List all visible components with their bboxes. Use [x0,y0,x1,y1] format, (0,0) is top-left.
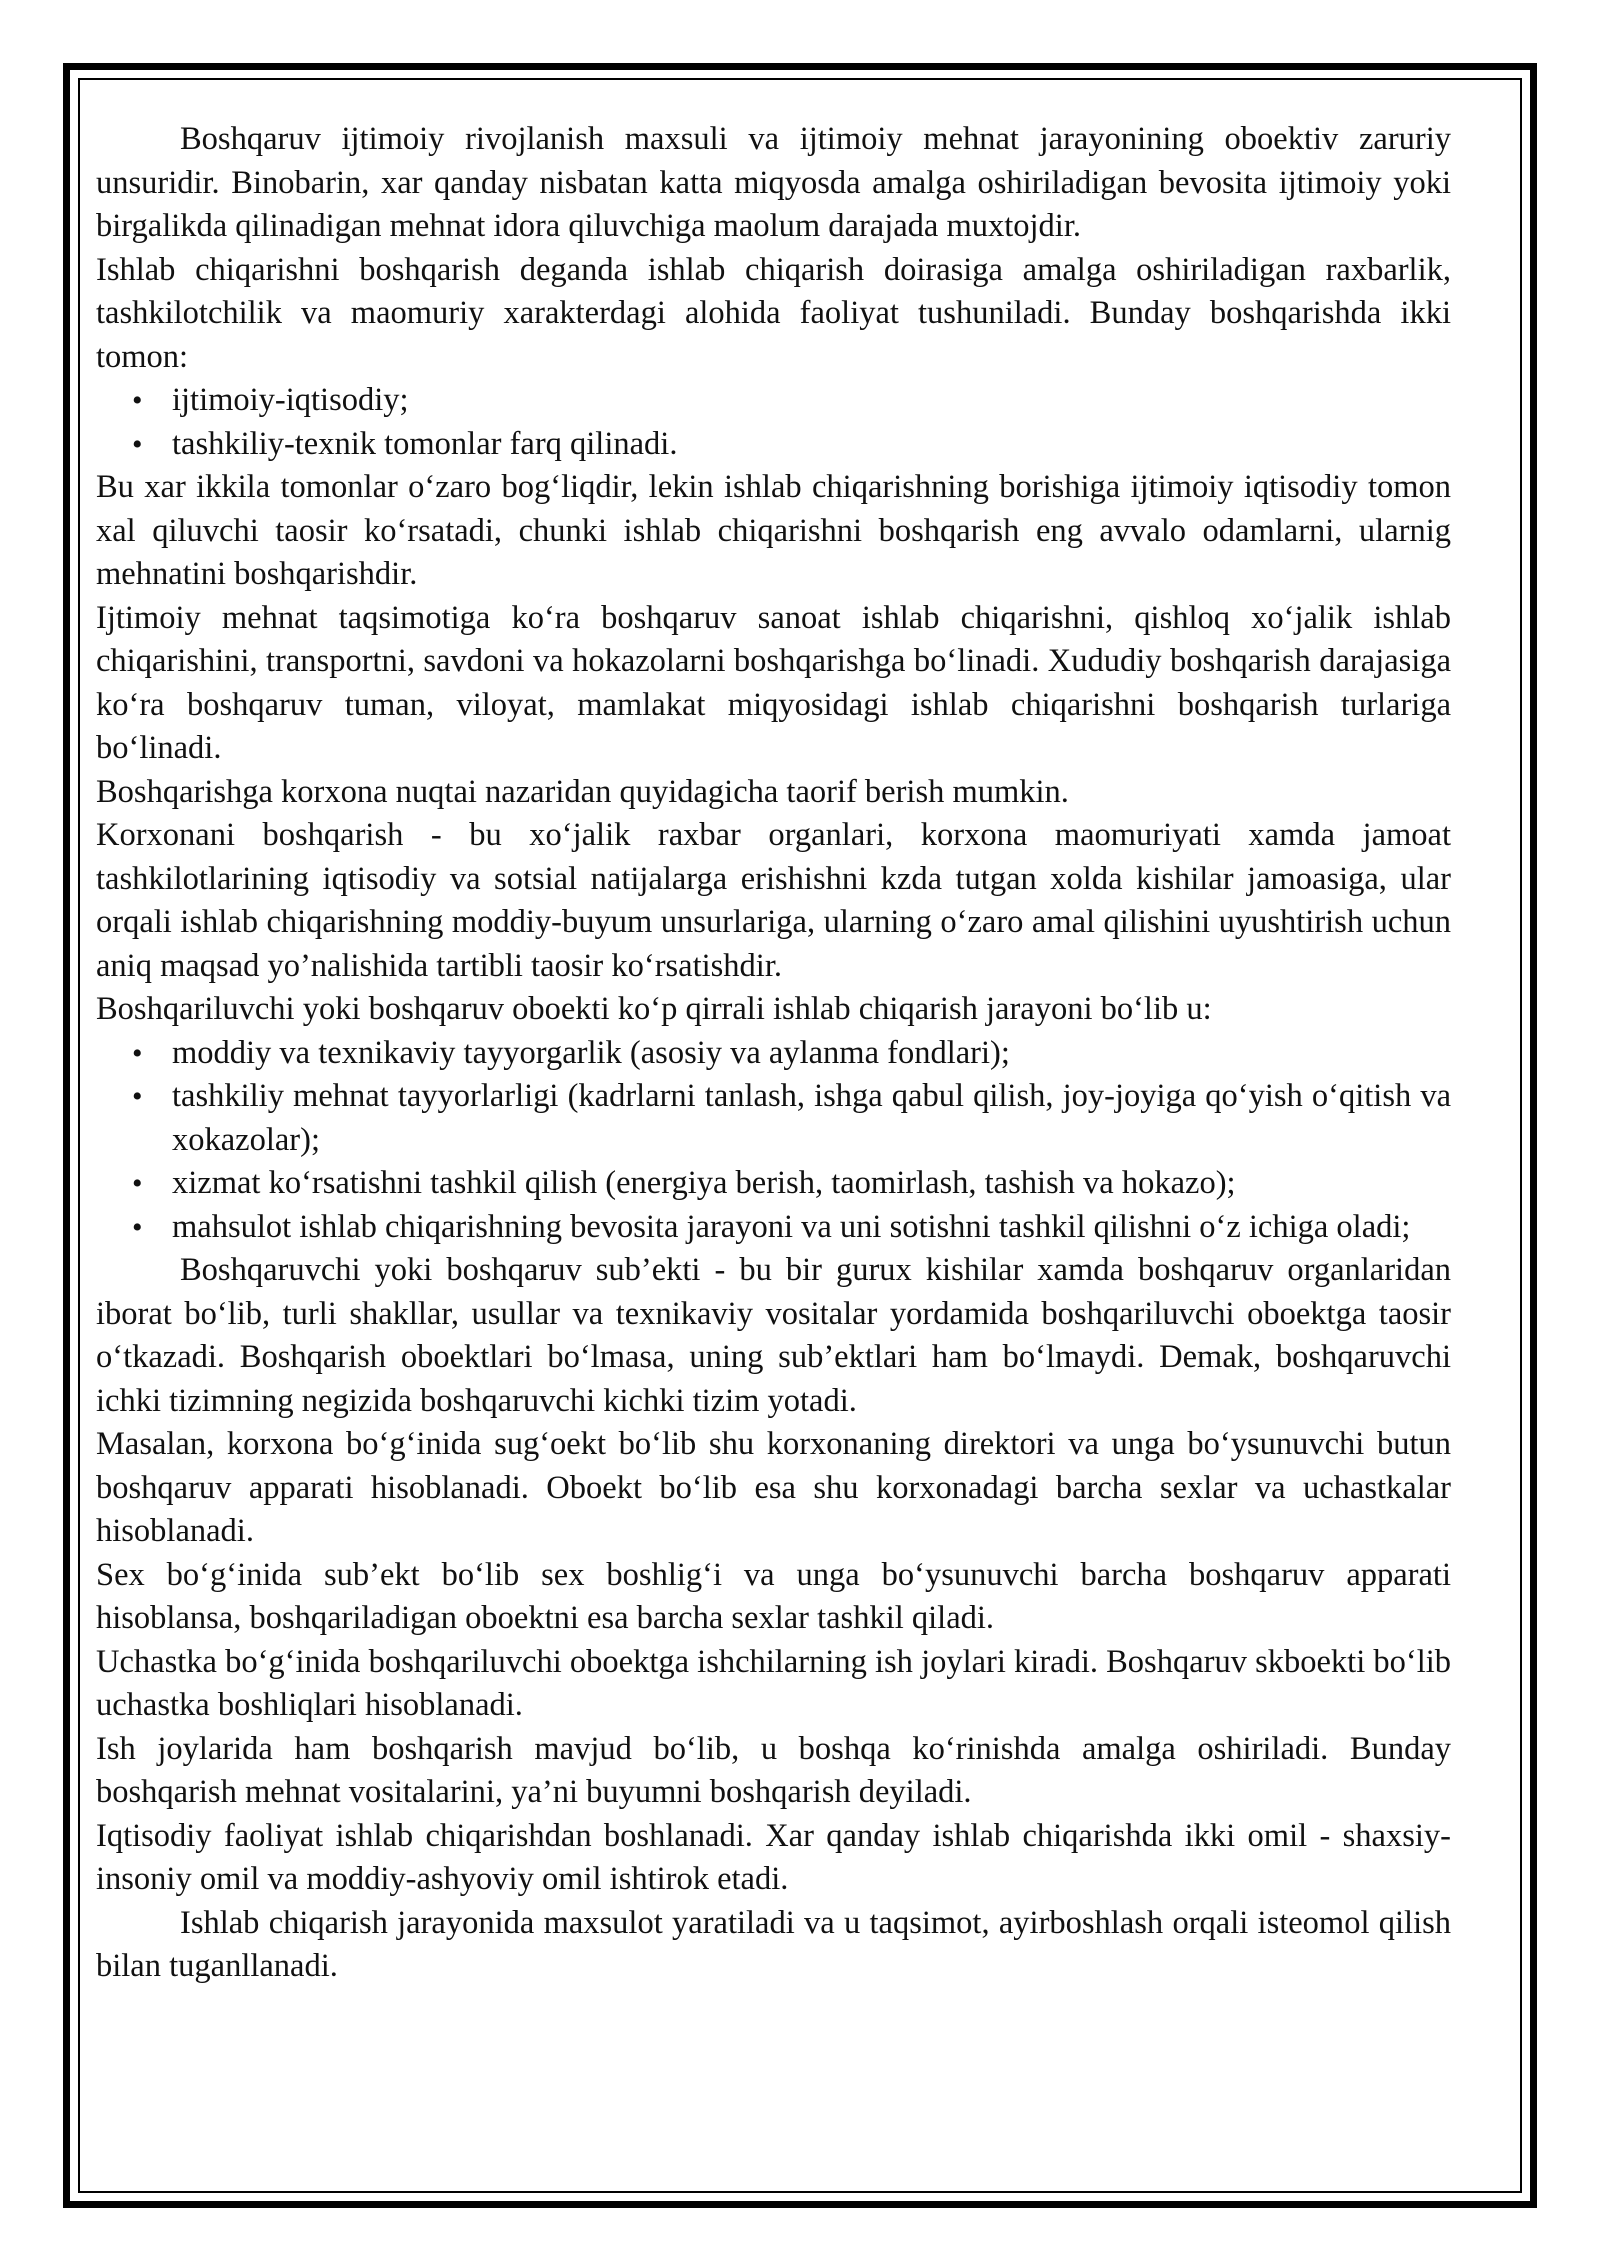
list-item-text: moddiy va texnikaviy tayyorgarlik (asosiy va aylanma fondlari); [172,1034,1010,1071]
list-item-text: xizmat ko‘rsatishni tashkil qilish (energiya berish, taomirlash, tashish va hokazo); [172,1165,1236,1201]
bullet-icon: • [132,1210,143,1244]
paragraph-14: Ishlab chiqarish jarayonida maxsulot yaratiladi va u taqsimot, ayirboshlash orqali isteomol qilish bilan tuganllanadi. [96,1904,1451,1984]
paragraph-4: Ijtimoiy mehnat taqsimotiga ko‘ra boshqaruv sanoat ishlab chiqarishni, qishloq xo‘jalik ishlab chiqarishini, transportni, savdoni va hokazolarni boshqarishga bo‘linadi. Xududiy boshqarish darajasiga ko‘ra boshqaruv tuman, viloyat, mamlakat miqyosidagi ishlab chiqarishni boshqarish turlariga bo‘linadi. [96,599,1451,766]
list-item-text: tashkiliy mehnat tayyorlarligi (kadrlarni tanlash, ishga qabul qilish, joy-joyiga qo‘yish o‘qitish va xokazolar); [172,1078,1451,1158]
list-item [96,1075,1451,1162]
paragraph-2: Ishlab chiqarishni boshqarish deganda ishlab chiqarish doirasiga amalga oshiriladigan raxbarlik, tashkilotchilik va maomuriy xarakterdagi alohida faoliyat tushuniladi. Bunday boshqarishda ikki tomon: [96,251,1451,375]
bullet-icon: • [132,1080,143,1113]
paragraph-12: Ish joylarida ham boshqarish mavjud bo‘lib, u boshqa ko‘rinishda amalga oshiriladi. Bunday boshqarish mehnat vositalarini, ya’ni buyumni boshqarish deyiladi. [96,1730,1451,1810]
list-item-text: ijtimoiy-iqtisodiy; [172,382,409,418]
list-item-text: mahsulot ishlab chiqarishning bevosita jarayoni va uni sotishni tashkil qilishni o‘z ichiga oladi; [172,1208,1411,1245]
paragraph-10: Sex bo‘g‘inida sub’ekt bo‘lib sex boshlig‘i va unga bo‘ysunuvchi barcha boshqaruv apparati hisoblansa, boshqariladigan oboektni esa barcha sexlar tashkil qiladi. [96,1556,1451,1636]
bullet-list-1 [96,379,1451,466]
bullet-icon: • [132,1036,143,1070]
paragraph-5: Boshqarishga korxona nuqtai nazaridan quyidagicha taorif berish mumkin. [96,773,1069,810]
paragraph-6: Korxonani boshqarish - bu xo‘jalik raxbar organlari, korxona maomuriyati xamda jamoat tashkilotlarining iqtisodiy va sotsial natijalarga erishishni kzda tutgan xolda kishilar jamoasiga, ular orqali ishlab chiqarishning moddiy-buyum unsurlariga, ularning o‘zaro amal qilishini uyushtirish uchun aniq maqsad yo’nalishida tartibli taosir ko‘rsatishdir. [96,817,1451,984]
paragraph-7: Boshqariluvchi yoki boshqaruv oboekti ko‘p qirrali ishlab chiqarish jarayoni bo‘lib u: [96,991,1212,1027]
bullet-list-2 [96,1032,1451,1250]
paragraph-8: Boshqaruvchi yoki boshqaruv sub’ekti - bu bir gurux kishilar xamda boshqaruv organlaridan iborat bo‘lib, turli shakllar, usullar va texnikaviy vositalar yordamida boshqariluvchi oboektga taosir o‘tkazadi. Boshqarish oboektlari bo‘lmasa, uning sub’ektlari ham bo‘lmaydi. Demak, boshqaruvchi ichki tizimning negizida boshqaruvchi kichki tizim yotadi. [96,1252,1451,1419]
paragraph-13: Iqtisodiy faoliyat ishlab chiqarishdan boshlanadi. Xar qanday ishlab chiqarishda ikki omil - shaxsiy-insoniy omil va moddiy-ashyoviy omil ishtirok etadi. [96,1817,1451,1897]
bullet-icon: • [132,384,143,417]
paragraph-9: Masalan, korxona bo‘g‘inida sug‘oekt bo‘lib shu korxonaning direktori va unga bo‘ysunuvchi butun boshqaruv apparati hisoblanadi. Oboekt bo‘lib esa shu korxonadagi barcha sexlar va uchastkalar hisoblanadi. [96,1426,1451,1549]
bullet-icon: • [132,1167,143,1200]
paragraph-3: Bu xar ikkila tomonlar o‘zaro bog‘liqdir, lekin ishlab chiqarishning borishiga ijtimoiy iqtisodiy tomon xal qiluvchi taosir ko‘rsatadi, chunki ishlab chiqarishni boshqarish eng avvalo odamlarni, ularnig mehnatini boshqarishdir. [96,469,1451,592]
list-item [96,1206,1451,1250]
list-item [96,1162,1451,1206]
list-item [96,423,1451,467]
list-item [96,1032,1451,1076]
list-item-text: tashkiliy-texnik tomonlar farq qilinadi. [172,425,678,462]
paragraph-1: Boshqaruv ijtimoiy rivojlanish maxsuli va ijtimoiy mehnat jarayonining oboektiv zaruriy unsuridir. Binobarin, xar qanday nisbatan katta miqyosda amalga oshiriladigan bevosita ijtimoiy yoki birgalikda qilinadigan mehnat idora qiluvchiga maolum darajada muxtojdir. [96,121,1451,244]
paragraph-11: Uchastka bo‘g‘inida boshqariluvchi oboektga ishchilarning ish joylari kiradi. Boshqaruv skboekti bo‘lib uchastka boshliqlari hisoblanadi. [96,1643,1451,1723]
bullet-icon: • [132,427,143,461]
document-body [96,118,1451,1989]
list-item [96,379,1451,423]
